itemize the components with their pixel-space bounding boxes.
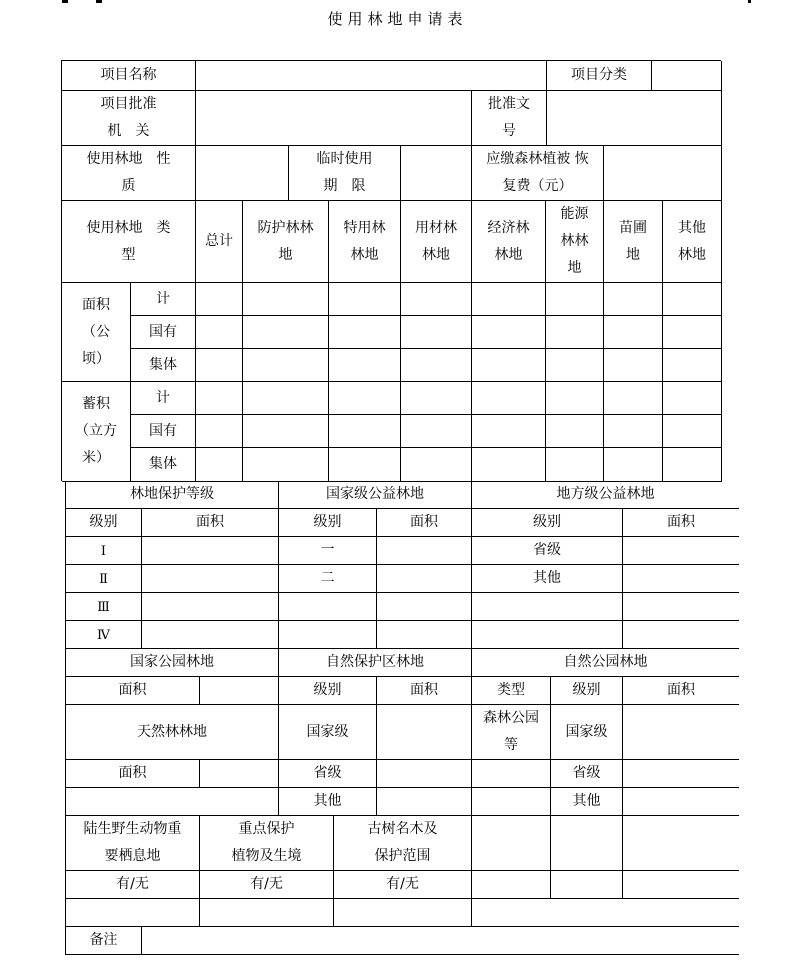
value-field[interactable]: [472, 349, 546, 382]
national-level-one: 一: [279, 537, 377, 565]
yes-no-label[interactable]: 有/无: [334, 871, 472, 899]
value-field[interactable]: [546, 415, 604, 448]
blank-field[interactable]: [66, 899, 200, 927]
value-field[interactable]: [401, 283, 472, 316]
empty-cell: [551, 816, 623, 871]
local-public-forest-label: 地方级公益林地: [472, 481, 739, 509]
area-header: 面积: [623, 509, 739, 537]
sub-total-label: 计: [131, 382, 196, 415]
remarks-field[interactable]: [142, 927, 739, 955]
type-header: 经济林 林地: [472, 201, 546, 283]
value-field[interactable]: [243, 415, 329, 448]
empty-cell: [472, 816, 551, 871]
use-nature-field[interactable]: [196, 146, 289, 201]
value-field[interactable]: [196, 415, 243, 448]
national-level-two: 二: [279, 565, 377, 593]
value-field[interactable]: [329, 316, 401, 349]
project-category-label: 项目分类: [547, 61, 652, 91]
type-header: 特用林 林地: [329, 201, 401, 283]
value-field[interactable]: [243, 382, 329, 415]
area-field[interactable]: [377, 537, 472, 565]
cropped-mark: [62, 0, 68, 3]
provincial-label: 省级: [279, 760, 377, 788]
area-header: 面积: [377, 509, 472, 537]
value-field[interactable]: [604, 349, 663, 382]
blank-field[interactable]: [334, 899, 472, 927]
sub-state-label: 国有: [131, 415, 196, 448]
value-field[interactable]: [401, 349, 472, 382]
area-field[interactable]: [377, 565, 472, 593]
area-field[interactable]: [142, 593, 279, 621]
area-header: 面积: [66, 760, 200, 788]
type-header: 用材林 林地: [401, 201, 472, 283]
project-category-field[interactable]: [652, 61, 722, 91]
value-field[interactable]: [472, 382, 546, 415]
level-iii: Ⅲ: [66, 593, 142, 621]
value-field[interactable]: [546, 283, 604, 316]
area-field[interactable]: [377, 621, 472, 649]
protection-table: [65, 481, 738, 955]
type-header: 能源 林林 地: [546, 201, 604, 283]
type-field[interactable]: [472, 760, 551, 788]
cropped-mark: [748, 0, 751, 3]
approval-doc-field[interactable]: [547, 91, 722, 146]
empty-cell: [66, 788, 279, 816]
value-field[interactable]: [401, 415, 472, 448]
nature-reserve-label: 自然保护区林地: [279, 649, 472, 677]
key-plants-label: 重点保护 植物及生境: [200, 816, 334, 871]
approval-doc-label: 批准文 号: [472, 91, 547, 146]
area-field[interactable]: [623, 593, 739, 621]
area-field[interactable]: [623, 760, 739, 788]
value-field[interactable]: [196, 283, 243, 316]
value-field[interactable]: [243, 448, 329, 482]
area-header: 面积: [142, 509, 279, 537]
empty-cell: [472, 871, 551, 899]
sub-total-label: 计: [131, 283, 196, 316]
value-field[interactable]: [243, 316, 329, 349]
approval-org-field[interactable]: [196, 91, 472, 146]
natural-forest-label: 天然林林地: [66, 705, 279, 760]
restoration-fee-label: 应缴森林植被 恢 复费（元）: [472, 146, 604, 201]
value-field[interactable]: [604, 382, 663, 415]
value-field[interactable]: [243, 283, 329, 316]
natural-park-label: 自然公园林地: [472, 649, 739, 677]
value-field[interactable]: [401, 382, 472, 415]
other-label: 其他: [279, 788, 377, 816]
project-name-field[interactable]: [196, 61, 547, 91]
value-field[interactable]: [663, 415, 722, 448]
local-level-provincial: 省级: [472, 537, 623, 565]
project-name-label: 项目名称: [62, 61, 196, 91]
yes-no-label[interactable]: 有/无: [66, 871, 200, 899]
ancient-trees-label: 古树名木及 保护范围: [334, 816, 472, 871]
value-field[interactable]: [401, 316, 472, 349]
area-header: 面积: [377, 677, 472, 705]
approval-org-label: 项目批准 机 关: [62, 91, 196, 146]
value-field[interactable]: [472, 415, 546, 448]
land-use-table: [61, 60, 721, 481]
remarks-label: 备注: [66, 927, 142, 955]
area-header: 面积: [66, 677, 200, 705]
value-field[interactable]: [401, 448, 472, 482]
value-field[interactable]: [196, 349, 243, 382]
value-field[interactable]: [196, 448, 243, 482]
national-park-label: 国家公园林地: [66, 649, 279, 677]
level-i: Ⅰ: [66, 537, 142, 565]
value-field[interactable]: [472, 448, 546, 482]
temp-use-label: 临时使用 期 限: [289, 146, 401, 201]
value-field[interactable]: [546, 316, 604, 349]
value-field[interactable]: [329, 415, 401, 448]
area-field[interactable]: [623, 621, 739, 649]
value-field[interactable]: [329, 448, 401, 482]
area-field[interactable]: [142, 621, 279, 649]
volume-label: 蓄积 （立方 米）: [62, 382, 131, 482]
sub-collective-label: 集体: [131, 349, 196, 382]
value-field[interactable]: [663, 283, 722, 316]
area-field[interactable]: [377, 788, 472, 816]
type-header: 类型: [472, 677, 551, 705]
level-header: 级别: [472, 509, 623, 537]
provincial-label: 省级: [551, 760, 623, 788]
sub-collective-label: 集体: [131, 448, 196, 482]
empty-cell: [623, 871, 739, 899]
area-field[interactable]: [200, 677, 279, 705]
cropped-mark: [96, 0, 102, 3]
wildlife-habitat-label: 陆生野生动物重 要栖息地: [66, 816, 200, 871]
value-field[interactable]: [472, 316, 546, 349]
area-hectare-label: 面积 （公 顷）: [62, 283, 131, 382]
type-header: 防护林林 地: [243, 201, 329, 283]
level-header: 级别: [551, 677, 623, 705]
area-field[interactable]: [377, 593, 472, 621]
form-title: 使用林地申请表: [327, 10, 468, 28]
area-field[interactable]: [142, 537, 279, 565]
value-field[interactable]: [663, 316, 722, 349]
value-field[interactable]: [196, 382, 243, 415]
value-field[interactable]: [546, 448, 604, 482]
blank-field[interactable]: [200, 899, 334, 927]
value-field[interactable]: [546, 382, 604, 415]
area-field[interactable]: [623, 705, 739, 760]
area-field[interactable]: [142, 565, 279, 593]
area-field[interactable]: [623, 537, 739, 565]
value-field[interactable]: [663, 349, 722, 382]
area-field[interactable]: [200, 760, 279, 788]
value-field[interactable]: [546, 349, 604, 382]
empty-cell: [551, 871, 623, 899]
other-label: 其他: [551, 788, 623, 816]
national-public-forest-label: 国家级公益林地: [279, 481, 472, 509]
yes-no-label[interactable]: 有/无: [200, 871, 334, 899]
value-field[interactable]: [329, 382, 401, 415]
value-field[interactable]: [243, 349, 329, 382]
empty-cell: [279, 621, 377, 649]
type-header: 总计: [196, 201, 243, 283]
empty-cell: [623, 816, 739, 871]
value-field[interactable]: [604, 448, 663, 482]
value-field[interactable]: [196, 316, 243, 349]
value-field[interactable]: [604, 316, 663, 349]
local-level-other: 其他: [472, 565, 623, 593]
area-field[interactable]: [623, 565, 739, 593]
value-field[interactable]: [472, 283, 546, 316]
level-header: 级别: [279, 677, 377, 705]
national-level-label: 国家级: [279, 705, 377, 760]
empty-cell: [472, 593, 623, 621]
value-field[interactable]: [329, 349, 401, 382]
value-field[interactable]: [663, 448, 722, 482]
temp-use-field[interactable]: [401, 146, 472, 201]
value-field[interactable]: [663, 382, 722, 415]
empty-cell: [472, 899, 739, 927]
value-field[interactable]: [604, 415, 663, 448]
empty-cell: [279, 593, 377, 621]
value-field[interactable]: [604, 283, 663, 316]
level-ii: Ⅱ: [66, 565, 142, 593]
restoration-fee-field[interactable]: [604, 146, 722, 201]
national-level-label: 国家级: [551, 705, 623, 760]
use-nature-label: 使用林地 性 质: [62, 146, 196, 201]
area-header: 面积: [623, 677, 739, 705]
area-field[interactable]: [377, 760, 472, 788]
forest-protection-level-label: 林地保护等级: [66, 481, 279, 509]
type-header: 苗圃 地: [604, 201, 663, 283]
area-field[interactable]: [377, 705, 472, 760]
level-iv: Ⅳ: [66, 621, 142, 649]
value-field[interactable]: [329, 283, 401, 316]
forest-park-label: 森林公园 等: [472, 705, 551, 760]
level-header: 级别: [66, 509, 142, 537]
level-header: 级别: [279, 509, 377, 537]
type-field[interactable]: [472, 788, 551, 816]
forest-type-label: 使用林地 类 型: [62, 201, 196, 283]
empty-cell: [472, 621, 623, 649]
type-header: 其他 林地: [663, 201, 722, 283]
area-field[interactable]: [623, 788, 739, 816]
sub-state-label: 国有: [131, 316, 196, 349]
